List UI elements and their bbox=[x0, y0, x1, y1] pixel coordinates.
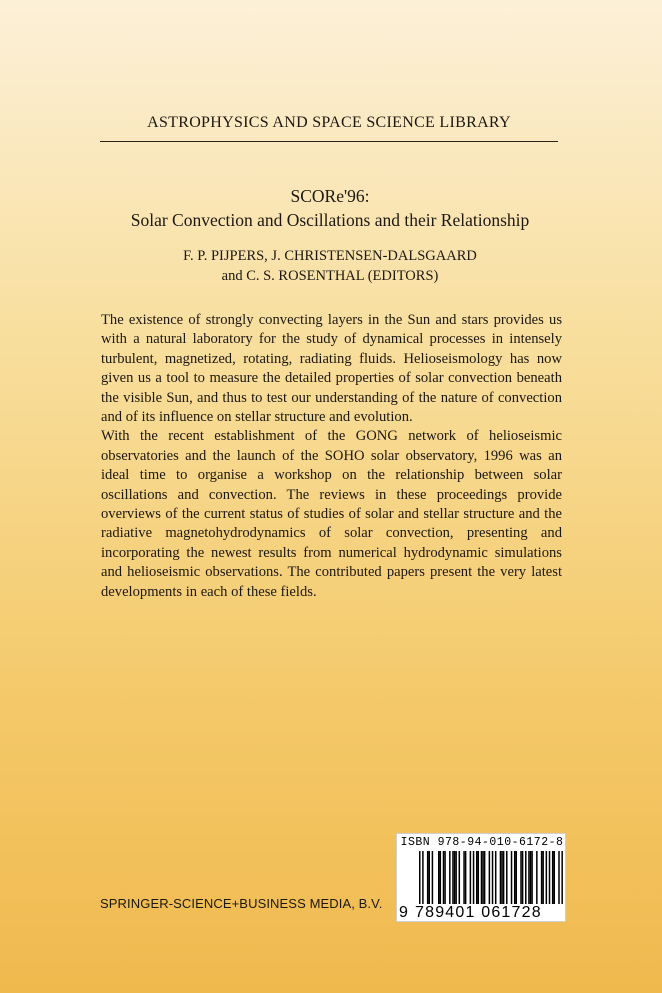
barcode-bar bbox=[552, 851, 554, 904]
barcode-bar bbox=[459, 851, 461, 904]
barcode-digits: 789401 061728 bbox=[415, 904, 542, 921]
barcode-bar bbox=[482, 851, 484, 904]
barcode-bar bbox=[432, 851, 434, 904]
barcode-bar bbox=[501, 851, 503, 904]
barcode-bar bbox=[528, 851, 530, 904]
barcode-number bbox=[399, 904, 565, 922]
book-title-line-2: Solar Convection and Oscillations and their Relationship bbox=[130, 210, 530, 230]
barcode-bar bbox=[561, 851, 563, 904]
barcode-bar bbox=[554, 851, 556, 904]
barcode-lead-digit: 9 bbox=[399, 904, 410, 921]
barcode-bar bbox=[476, 851, 478, 904]
barcode-bar bbox=[443, 851, 445, 904]
barcode-bar bbox=[444, 851, 446, 904]
barcode-bar bbox=[452, 851, 454, 904]
barcode-bar bbox=[530, 851, 532, 904]
barcode-bar bbox=[492, 851, 494, 904]
barcode-box bbox=[396, 833, 566, 922]
barcode-bar bbox=[558, 851, 560, 904]
barcode-bar bbox=[506, 851, 508, 904]
series-title: ASTROPHYSICS AND SPACE SCIENCE LIBRARY bbox=[147, 114, 511, 131]
isbn-label: ISBN 978-94-010-6172-8 bbox=[400, 836, 564, 849]
barcode-bar bbox=[440, 851, 442, 904]
barcode-bar bbox=[520, 851, 522, 904]
barcode-bar bbox=[516, 851, 518, 904]
abstract-paragraph-2: With the recent establishment of the GONG network of helioseismic observatories and the launch of the SOHO solar observatory, 1996 was an ideal time to organise a workshop on the relationship between solar oscillations and convection. The reviews in these proceedings provide overviews of the current status of studies of solar and stellar structure and the radiative magnetohydrodynamics of solar convection, presenting and incorporating the newest results from numerical hydrodynamic simulations and helioseismic observations. The contributed papers present the very latest developments in each of these fields. bbox=[101, 428, 562, 600]
abstract bbox=[101, 311, 562, 602]
barcode-bar bbox=[500, 851, 502, 904]
barcode-bar bbox=[511, 851, 513, 904]
publisher-name: SPRINGER-SCIENCE+BUSINESS MEDIA, B.V. bbox=[100, 896, 383, 911]
book-title bbox=[60, 184, 600, 232]
barcode-bar bbox=[489, 851, 491, 904]
barcode-bar bbox=[542, 851, 544, 904]
barcode-bar bbox=[455, 851, 457, 904]
barcode-bar bbox=[546, 851, 548, 904]
series-rule bbox=[100, 141, 558, 142]
barcode-bar bbox=[422, 851, 424, 904]
abstract-paragraph-1: The existence of strongly convecting layers in the Sun and stars provides us with a natural laboratory for the study of dynamical processes in intensely turbulent, magnetized, rotating, radiating fluids. Helioseismology has now given us a tool to measure the detailed properties of solar convection beneath the visible Sun, and thus to test our understanding of the nature of convection and of its influence on stellar structure and evolution. bbox=[101, 312, 562, 426]
barcode-bar bbox=[522, 851, 524, 904]
barcode-bar bbox=[514, 851, 516, 904]
barcode-bar bbox=[525, 851, 527, 904]
barcode-bar bbox=[536, 851, 538, 904]
barcode-bar bbox=[470, 851, 472, 904]
barcode-bar bbox=[427, 851, 429, 904]
barcode-bar bbox=[428, 851, 430, 904]
barcode-bars bbox=[419, 851, 563, 904]
barcode-bar bbox=[481, 851, 483, 904]
barcode-bar bbox=[495, 851, 497, 904]
barcode-bar bbox=[541, 851, 543, 904]
editors-line-1: F. P. PIJPERS, J. CHRISTENSEN-DALSGAARD bbox=[183, 248, 477, 264]
barcode-bar bbox=[549, 851, 551, 904]
editors-line-2: and C. S. ROSENTHAL (EDITORS) bbox=[221, 268, 439, 284]
barcode-bar bbox=[463, 851, 465, 904]
barcode-bar bbox=[531, 851, 533, 904]
barcode-bar bbox=[503, 851, 505, 904]
barcode-bar bbox=[419, 851, 421, 904]
barcode-bar bbox=[465, 851, 467, 904]
barcode-bar bbox=[484, 851, 486, 904]
barcode-bar bbox=[449, 851, 451, 904]
barcode-bar bbox=[478, 851, 480, 904]
barcode-bar bbox=[473, 851, 475, 904]
book-title-line-1: SCORe'96: bbox=[290, 186, 370, 206]
barcode-bar bbox=[438, 851, 440, 904]
editors bbox=[60, 246, 600, 286]
barcode-bar bbox=[454, 851, 456, 904]
